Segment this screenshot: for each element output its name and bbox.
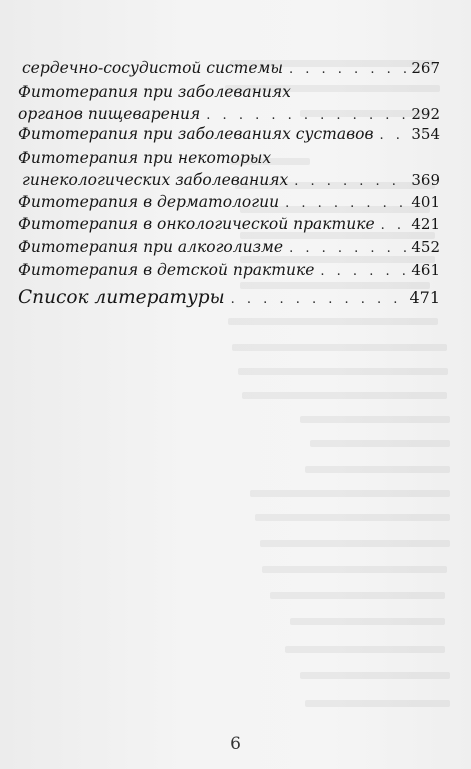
leader-dots (283, 60, 409, 80)
toc-page-number: 452 (411, 238, 440, 256)
toc-entry-title: Фитотерапия при некоторых (18, 149, 272, 167)
leader-dots (373, 126, 409, 146)
toc-entry (18, 237, 440, 259)
leader-dots (225, 290, 408, 310)
toc-page-number: 401 (411, 193, 440, 211)
toc-entry (18, 124, 440, 146)
page-number: 6 (230, 734, 241, 754)
toc-entry-title-continued: гинекологических заболеваниях (22, 171, 289, 189)
toc-entry (18, 260, 440, 282)
toc-entry-title-continued: органов пищеварения (18, 105, 201, 123)
leader-dots (314, 262, 409, 282)
toc-page-number: 461 (411, 261, 440, 279)
toc-page-number: 421 (411, 215, 440, 233)
leader-dots (200, 106, 409, 126)
toc-page-number: 267 (411, 59, 440, 77)
toc-entry-title: Фитотерапия в дерматологии (18, 193, 280, 211)
toc-entry-title: Фитотерапия при алкоголизме (18, 238, 284, 256)
toc-entry (18, 82, 440, 126)
toc-entry-title: сердечно-сосудистой системы (22, 59, 283, 77)
toc-entry-title: Фитотерапия при заболеваниях суставов (18, 125, 374, 143)
toc-entry (18, 288, 440, 310)
toc-entry-title: Фитотерапия в детской практике (18, 261, 315, 279)
toc-entry-title: Список литературы (18, 287, 225, 308)
leader-dots (283, 239, 409, 259)
toc-page-number: 369 (411, 171, 440, 189)
toc-entry (18, 148, 440, 192)
toc-entry (18, 214, 440, 236)
leader-dots (375, 216, 410, 236)
toc-page-number: 471 (409, 288, 440, 307)
leader-dots (279, 194, 409, 214)
toc-entry-title: Фитотерапия в онкологической практике (18, 215, 375, 233)
toc-entry (18, 192, 440, 214)
leader-dots (288, 172, 409, 192)
toc-page-number: 354 (411, 125, 440, 143)
toc-entry-title: Фитотерапия при заболеваниях (18, 83, 291, 101)
toc-page-number: 292 (411, 105, 440, 123)
toc-entry (18, 58, 440, 80)
